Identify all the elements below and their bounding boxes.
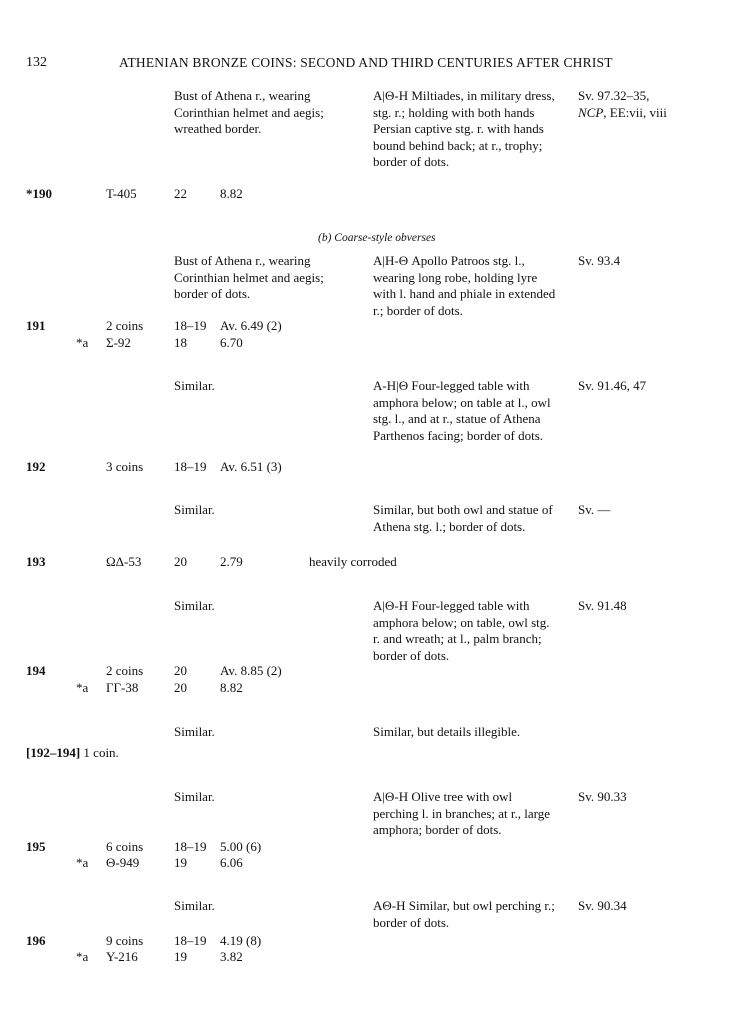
reverse-description: A|Θ-H Olive tree with owl perching l. in branches; at r., large amphora; border of dots. bbox=[373, 789, 551, 837]
coin-weight: 8.82 bbox=[220, 680, 243, 695]
running-title: ATHENIAN BRONZE COINS: SECOND AND THIRD CENTURIES AFTER CHRIST bbox=[119, 55, 613, 70]
coin-count: 2 coins bbox=[106, 663, 144, 678]
coin-weight: 6.70 bbox=[220, 335, 243, 350]
reference: Sv. 93.4 bbox=[578, 253, 621, 268]
specimen-id: Υ-216 bbox=[106, 949, 138, 964]
reference: Sv. 90.33 bbox=[578, 789, 627, 804]
reverse-description: A|Θ-H Four-legged table with amphora below; on table, owl stg. r. and wreath; at l., palm branch; border of dots. bbox=[373, 598, 550, 663]
coin-size: 18 bbox=[174, 335, 187, 350]
reference-text: Sv. 97.32–35, bbox=[578, 88, 650, 103]
reverse-description: Similar, but both owl and statue of Athena stg. l.; border of dots. bbox=[373, 502, 553, 534]
coin-count: 2 coins bbox=[106, 318, 144, 333]
catalogue-number: 196 bbox=[26, 933, 46, 948]
reference-ncp: NCP bbox=[578, 104, 604, 120]
obverse-description: Similar. bbox=[174, 789, 215, 804]
coin-size: 18–19 bbox=[174, 839, 207, 854]
coin-size: 18–19 bbox=[174, 459, 207, 474]
coin-size: 19 bbox=[174, 949, 187, 964]
coin-weight: Av. 8.85 (2) bbox=[220, 663, 282, 678]
obverse-description: Similar. bbox=[174, 898, 215, 913]
catalogue-number: 195 bbox=[26, 839, 46, 854]
condition-note: heavily corroded bbox=[309, 554, 397, 569]
sub-entry-label: *a bbox=[76, 335, 89, 350]
obverse-description: Similar. bbox=[174, 724, 215, 739]
coin-weight: 6.06 bbox=[220, 855, 243, 870]
catalogue-number: 193 bbox=[26, 554, 46, 569]
specimen-id: Σ-92 bbox=[106, 335, 131, 350]
reverse-description: AΘ-H Similar, but owl perching r.; border of dots. bbox=[373, 898, 555, 930]
coin-weight: 8.82 bbox=[220, 186, 243, 201]
coin-weight: Av. 6.51 (3) bbox=[220, 459, 282, 474]
obverse-description: Bust of Athena r., wearing Corinthian helmet and aegis; border of dots. bbox=[174, 253, 324, 301]
obverse-description: Similar. bbox=[174, 598, 215, 613]
specimen-id: ΩΔ-53 bbox=[106, 554, 142, 569]
catalogue-number: 191 bbox=[26, 318, 46, 333]
coin-size: 22 bbox=[174, 186, 187, 201]
section-heading: (b) Coarse-style obverses bbox=[318, 232, 436, 244]
coin-count: 6 coins bbox=[106, 839, 144, 854]
coin-size: 20 bbox=[174, 554, 187, 569]
coin-count: 9 coins bbox=[106, 933, 144, 948]
sub-entry-label: *a bbox=[76, 949, 89, 964]
page-number: 132 bbox=[26, 55, 47, 70]
reference: Sv. — bbox=[578, 502, 611, 517]
catalogue-range bbox=[26, 745, 119, 762]
sub-entry-label: *a bbox=[76, 855, 89, 870]
coin-count: 3 coins bbox=[106, 459, 144, 474]
coin-weight: 4.19 (8) bbox=[220, 933, 262, 948]
reference: Sv. 91.46, 47 bbox=[578, 378, 647, 393]
catalogue-number: 194 bbox=[26, 663, 46, 678]
reverse-description: A|H-Θ Apollo Patroos stg. l., wearing long robe, holding lyre with l. hand and phiale in extended r.; border of dots. bbox=[373, 253, 556, 318]
reverse-description: A-H|Θ Four-legged table with amphora below; on table at l., owl stg. l., and at r., statue of Athena Parthenos facing; border of dots. bbox=[373, 378, 551, 443]
coin-weight: 3.82 bbox=[220, 949, 243, 964]
coin-size: 18–19 bbox=[174, 933, 207, 948]
reference-text: , EE:vii, viii bbox=[603, 104, 667, 120]
sub-entry-label: *a bbox=[76, 680, 89, 695]
reverse-description: Similar, but details illegible. bbox=[373, 724, 521, 739]
coin-size: 18–19 bbox=[174, 318, 207, 333]
reference: Sv. 90.34 bbox=[578, 898, 627, 913]
obverse-description: Similar. bbox=[174, 502, 215, 517]
catalogue-number: *190 bbox=[26, 186, 52, 201]
coin-weight: Av. 6.49 (2) bbox=[220, 318, 282, 333]
reverse-description: A|Θ-H Miltiades, in military dress, stg. r.; holding with both hands Persian captive stg. r. with hands bound behind back; at r., trophy; border of dots. bbox=[373, 88, 555, 169]
obverse-description: Bust of Athena r., wearing Corinthian helmet and aegis; wreathed border. bbox=[174, 88, 324, 136]
coin-weight: 5.00 (6) bbox=[220, 839, 262, 854]
specimen-id: T-405 bbox=[106, 186, 137, 201]
coin-size: 20 bbox=[174, 663, 187, 678]
coin-weight: 2.79 bbox=[220, 554, 243, 569]
specimen-id: Θ-949 bbox=[106, 855, 140, 870]
obverse-description: Similar. bbox=[174, 378, 215, 393]
catalogue-number: 192 bbox=[26, 459, 46, 474]
coin-count: 1 coin. bbox=[80, 745, 119, 760]
reference bbox=[578, 88, 743, 121]
specimen-id: ΓΓ-38 bbox=[106, 680, 139, 695]
coin-size: 19 bbox=[174, 855, 187, 870]
coin-size: 20 bbox=[174, 680, 187, 695]
reference: Sv. 91.48 bbox=[578, 598, 627, 613]
catalogue-range-number: [192–194] bbox=[26, 745, 81, 760]
